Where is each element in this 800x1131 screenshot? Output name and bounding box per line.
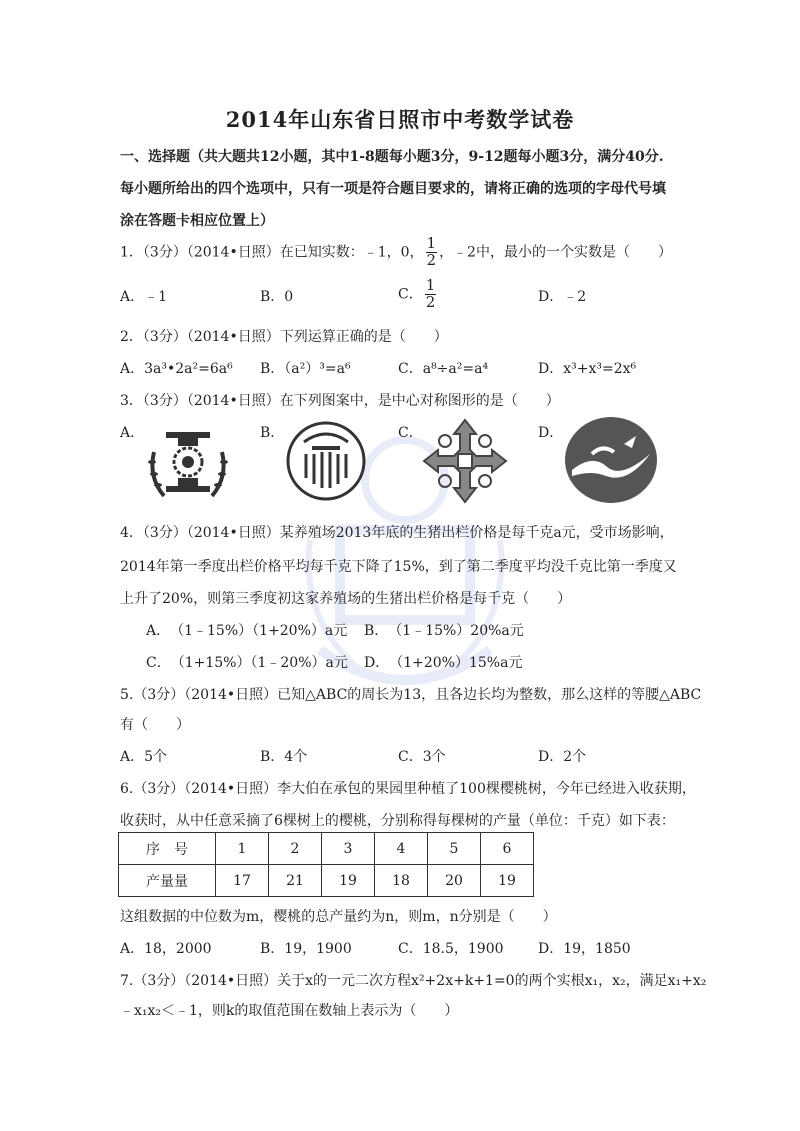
q4-option-a: A． （1﹣15%）（1+20%）a元 xyxy=(146,623,348,639)
table-cell: 19 xyxy=(322,865,375,897)
q3-figure-d-logo xyxy=(562,414,660,506)
q6-stem-2: 收获时，从中任意采摘了6棵树上的樱桃，分别称得每棵树的产量（单位：千克）如下表： xyxy=(120,813,675,829)
table-cell: 17 xyxy=(216,865,269,897)
section-instructions-1: 一、选择题（共大题共12小题，其中1-8题每小题3分，9-12题每小题3分，满分40分. xyxy=(120,149,664,165)
page-title: 2014年山东省日照市中考数学试卷 xyxy=(225,107,575,132)
q2-option-b: B．（a²）³=a⁶ xyxy=(260,361,351,377)
q2-option-a: A．3a³•2a²=6a⁶ xyxy=(120,361,233,377)
q6-stem-1: 6.（3分）（2014•日照）李大伯在承包的果园里种植了100棵樱桃树，今年已经进入收获期， xyxy=(120,781,696,797)
q4-stem-2: 2014年第一季度出栏价格平均每千克下降了15%，到了第二季度平均没千克比第一季度又 xyxy=(120,559,677,575)
q2-option-c: C．a⁸÷a²=a⁴ xyxy=(398,361,489,377)
q4-option-d: D． （1+20%）15%a元 xyxy=(364,655,523,671)
q5-stem-1: 5.（3分）（2014•日照）已知△ABC的周长为13，且各边长均为整数，那么这样的等腰△ABC xyxy=(120,687,702,703)
q1-option-d: D．﹣2 xyxy=(538,289,587,305)
q3-option-a-label: A． xyxy=(120,425,145,441)
q5-option-d: D．2个 xyxy=(538,749,587,765)
q3-figure-c-pattern xyxy=(420,416,510,506)
table-cell: 19 xyxy=(481,865,534,897)
q5-option-b: B．4个 xyxy=(260,749,308,765)
q6-stem-3: 这组数据的中位数为m，樱桃的总产量约为n，则m，n分别是（ ） xyxy=(120,909,557,925)
q1-fraction: $\frac{1}{2}$ xyxy=(426,234,437,269)
q1-stem: 1．（3分）（2014•日照）在已知实数：﹣1，0， $\frac{1}{2}$ ，﹣2中，最小的一个实数是（ ） xyxy=(120,234,672,269)
q4-stem-1: 4．（3分）（2014•日照）某养殖场2013年底的生猪出栏价格是每千克a元，受市场影响， xyxy=(120,525,674,541)
q3-figure-b-logo xyxy=(284,418,368,504)
table-cell: 21 xyxy=(269,865,322,897)
q6-option-d: D．19，1850 xyxy=(538,941,631,957)
table-cell: 产量量 xyxy=(119,865,216,897)
q4-option-b: B． （1﹣15%）20%a元 xyxy=(364,623,524,639)
table-cell: 序 号 xyxy=(119,833,216,865)
q3-option-d-label: D． xyxy=(538,425,564,441)
table-header-row xyxy=(119,833,534,865)
q3-option-b-label: B． xyxy=(260,425,285,441)
q2-option-d: D．x³+x³=2x⁶ xyxy=(538,361,637,377)
table-cell: 20 xyxy=(428,865,481,897)
q4-option-c: C． （1+15%）（1﹣20%）a元 xyxy=(146,655,348,671)
q3-figure-a-emblem xyxy=(142,422,234,508)
q6-yield-table xyxy=(118,832,534,897)
table-row xyxy=(119,865,534,897)
q4-stem-3: 上升了20%，则第三季度初这家养殖场的生猪出栏价格是每千克（ ） xyxy=(120,591,572,607)
section-instructions-3: 涂在答题卡相应位置上） xyxy=(120,213,274,229)
q5-option-c: C．3个 xyxy=(398,749,446,765)
q3-stem: 3．（3分）（2014•日照）在下列图案中，是中心对称图形的是（ ） xyxy=(120,393,560,409)
table-cell: 6 xyxy=(481,833,534,865)
q6-option-c: C．18.5，1900 xyxy=(398,941,504,957)
q5-stem-2: 有（ ） xyxy=(120,717,190,733)
table-cell: 4 xyxy=(375,833,428,865)
table-cell: 2 xyxy=(269,833,322,865)
q1-option-c-fraction: $\frac{1}{2}$ xyxy=(425,276,436,311)
q6-option-a: A．18，2000 xyxy=(120,941,212,957)
section-instructions-2: 每小题所给出的四个选项中，只有一项是符合题目要求的，请将正确的选项的字母代号填 xyxy=(120,181,666,197)
table-cell: 18 xyxy=(375,865,428,897)
q7-stem-2: ﹣x₁x₂＜﹣1，则k的取值范围在数轴上表示为（ ） xyxy=(120,1003,459,1019)
q1-option-c: C． $\frac{1}{2}$ xyxy=(398,276,436,311)
q1-option-b: B．0 xyxy=(260,289,294,305)
table-cell: 3 xyxy=(322,833,375,865)
q5-option-a: A．5个 xyxy=(120,749,168,765)
table-cell: 1 xyxy=(216,833,269,865)
q7-stem-1: 7.（3分）（2014•日照）关于x的一元二次方程x²+2x+k+1=0的两个实根x₁，x₂，满足x₁+x₂ xyxy=(120,973,707,989)
table-cell: 5 xyxy=(428,833,481,865)
q6-option-b: B．19，1900 xyxy=(260,941,352,957)
q3-option-c-label: C． xyxy=(398,425,423,441)
q1-option-a: A．﹣1 xyxy=(120,289,168,305)
q2-stem: 2．（3分）（2014•日照）下列运算正确的是（ ） xyxy=(120,329,448,345)
